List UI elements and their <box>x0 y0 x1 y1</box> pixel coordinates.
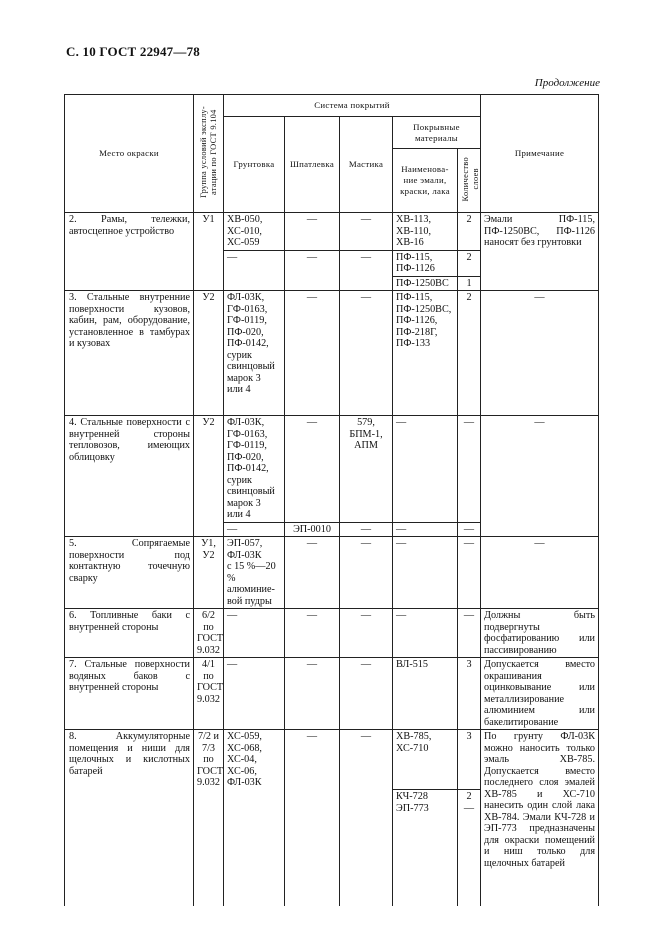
cell-name: ХВ-113, ХВ-110, ХВ-16 <box>393 213 458 251</box>
cell-note: Эмали ПФ-115, ПФ-1250ВС, ПФ-1126 наносят без грунтовки <box>481 213 599 291</box>
col-header-system: Система покрытий <box>224 95 481 117</box>
cell-putty: — <box>285 291 340 416</box>
cell-place: 7. Стальные поверхности водяных баков с внутренней стороны <box>65 658 194 730</box>
cell-putty: — <box>285 609 340 658</box>
cell-name: — <box>393 522 458 537</box>
cell-layers: 3 <box>458 730 481 790</box>
cell-layers: — <box>458 609 481 658</box>
cell-primer <box>224 276 285 291</box>
cell-layers: — <box>458 537 481 609</box>
cell-note: Допускается вместо окрашивания оцинковывание или металлизирование алюминием или бакелитирование <box>481 658 599 730</box>
cell-layers: 2 <box>458 291 481 416</box>
cell-place: 8. Аккумуляторные помещения и ниши для щелочных и кислотных батарей <box>65 730 194 906</box>
cell-group: 7/2 и 7/3 по ГОСТ 9.032 <box>194 730 224 906</box>
col-header-place: Место окраски <box>65 95 194 213</box>
cell-layers: 2 <box>458 250 481 276</box>
cell-group: У2 <box>194 416 224 537</box>
cell-putty: — <box>285 537 340 609</box>
cell-primer: ФЛ-03К, ГФ-0163, ГФ-0119, ПФ-020, ПФ-0142, сурик свинцовый марок 3 или 4 <box>224 416 285 523</box>
cell-note: — <box>481 291 599 416</box>
cell-group: У2 <box>194 291 224 416</box>
page-title: С. 10 ГОСТ 22947—78 <box>66 44 200 59</box>
cell-layers: 1 <box>458 276 481 291</box>
cell-name: КЧ-728 ЭП-773 <box>393 790 458 906</box>
cell-note: Должны быть подвергнуты фосфатированию или пассивированию <box>481 609 599 658</box>
table-row <box>65 658 599 730</box>
cell-name: ХВ-785, ХС-710 <box>393 730 458 790</box>
cell-layers: — <box>458 522 481 537</box>
cell-mastic: 579, БПМ-1, АПМ <box>340 416 393 523</box>
cell-group: 4/1 по ГОСТ 9.032 <box>194 658 224 730</box>
col-header-top-materials: Покрывные материалы <box>393 117 481 149</box>
table-row <box>65 537 599 609</box>
cell-layers: 2 <box>458 213 481 251</box>
cell-putty: — <box>285 658 340 730</box>
cell-primer: ЭП-057, ФЛ-03К с 15 %—20 % алюминие- вой пудры <box>224 537 285 609</box>
cell-name: ВЛ-515 <box>393 658 458 730</box>
cell-mastic: — <box>340 658 393 730</box>
table-header <box>65 95 599 213</box>
cell-mastic: — <box>340 609 393 658</box>
cell-layers: 3 <box>458 658 481 730</box>
col-header-note: Примечание <box>481 95 599 213</box>
cell-putty <box>285 790 340 906</box>
cell-mastic: — <box>340 537 393 609</box>
cell-note: — <box>481 416 599 537</box>
cell-place: 3. Стальные внутренние поверхности кузовов, кабин, рам, оборудование, установленное в тамбурах и кузовах <box>65 291 194 416</box>
cell-name: ПФ-115, ПФ-1126 <box>393 250 458 276</box>
col-header-layers: Количество слоев <box>458 149 481 213</box>
cell-mastic: — <box>340 250 393 276</box>
col-header-mastic: Мастика <box>340 117 393 213</box>
continuation-label: Продолжение <box>534 77 600 89</box>
col-header-name: Наименова- ние эмали, краски, лака <box>393 149 458 213</box>
cell-name: ПФ-115, ПФ-1250ВС, ПФ-1126, ПФ-218Г, ПФ-133 <box>393 291 458 416</box>
cell-place: 5. Сопрягаемые поверхности под контактную точечную сварку <box>65 537 194 609</box>
cell-mastic <box>340 276 393 291</box>
table-row <box>65 730 599 790</box>
cell-name: — <box>393 537 458 609</box>
cell-mastic: — <box>340 213 393 251</box>
cell-primer: ХС-059, ХС-068, ХС-04, ХС-06, ФЛ-03К <box>224 730 285 790</box>
cell-putty: — <box>285 730 340 790</box>
coatings-table-wrapper <box>64 94 599 906</box>
cell-putty <box>285 276 340 291</box>
table-row <box>65 609 599 658</box>
cell-place: 4. Стальные поверхности с внутренней стороны тепловозов, имеющих облицовку <box>65 416 194 537</box>
cell-group: 6/2 по ГОСТ 9.032 <box>194 609 224 658</box>
cell-mastic: — <box>340 522 393 537</box>
table-row <box>65 416 599 523</box>
col-header-primer: Грунтовка <box>224 117 285 213</box>
coatings-table <box>64 94 599 906</box>
cell-note: По грунту ФЛ-03К можно наносить только эмаль ХВ-785. Допускается вместо последнего слоя эмалей ХВ-785 и ХС-710 нанесить один слой лака ХВ-784. Эмали КЧ-728 и ЭП-773 предназначены для окраски помещений и ниш только для щелочных батарей <box>481 730 599 906</box>
table-row <box>65 213 599 251</box>
table-body <box>65 213 599 906</box>
cell-group: У1 <box>194 213 224 291</box>
cell-primer <box>224 790 285 906</box>
cell-note: — <box>481 537 599 609</box>
cell-primer: — <box>224 609 285 658</box>
cell-putty: — <box>285 416 340 523</box>
cell-primer: — <box>224 250 285 276</box>
cell-group: У1, У2 <box>194 537 224 609</box>
cell-place: 6. Топливные баки с внутренней стороны <box>65 609 194 658</box>
cell-primer: — <box>224 658 285 730</box>
cell-mastic: — <box>340 730 393 790</box>
cell-layers: 2 — <box>458 790 481 906</box>
cell-mastic <box>340 790 393 906</box>
cell-putty: ЭП-0010 <box>285 522 340 537</box>
col-header-group: Группа условий эксплу- атации по ГОСТ 9.104 <box>194 95 224 213</box>
col-header-putty: Шпатлевка <box>285 117 340 213</box>
cell-putty: — <box>285 213 340 251</box>
cell-primer: — <box>224 522 285 537</box>
cell-primer: ХВ-050, ХС-010, ХС-059 <box>224 213 285 251</box>
cell-mastic: — <box>340 291 393 416</box>
cell-primer: ФЛ-03К, ГФ-0163, ГФ-0119, ПФ-020, ПФ-0142, сурик свинцовый марок 3 или 4 <box>224 291 285 416</box>
cell-putty: — <box>285 250 340 276</box>
cell-name: — <box>393 609 458 658</box>
cell-place: 2. Рамы, тележки, автосцепное устройство <box>65 213 194 291</box>
cell-name: — <box>393 416 458 523</box>
cell-layers: — <box>458 416 481 523</box>
cell-name: ПФ-1250ВС <box>393 276 458 291</box>
table-row <box>65 291 599 416</box>
